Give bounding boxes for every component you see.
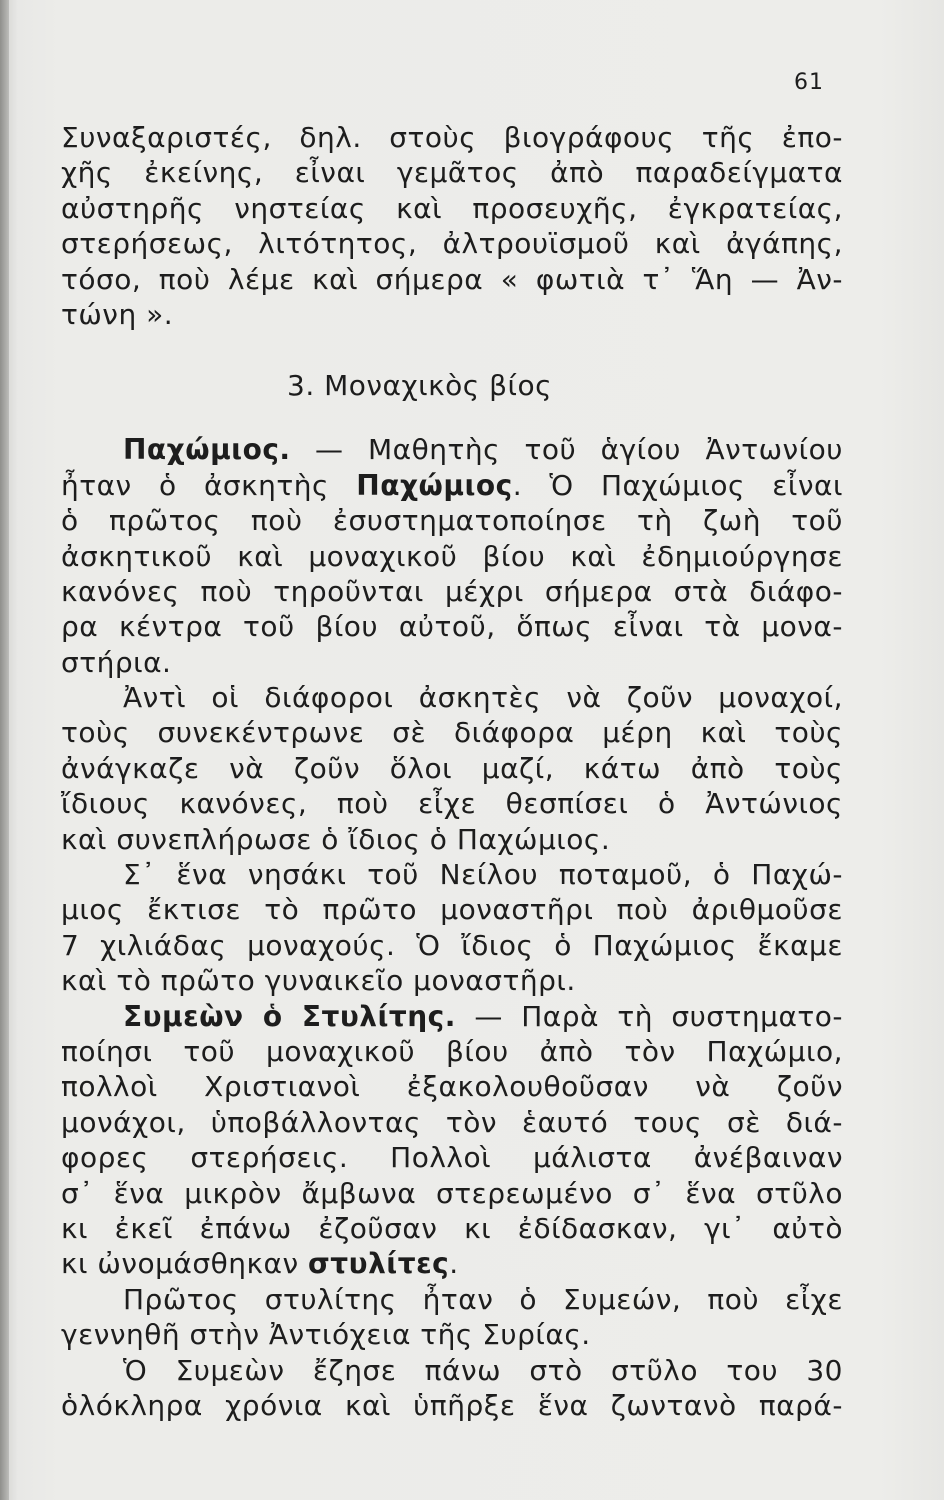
paragraph-text: — Παρὰ τὴ συστηματο- xyxy=(455,999,843,1033)
section-heading: 3. Μοναχικὸς βίος xyxy=(287,369,553,403)
paragraph-lead: Συμεὼν ὁ Στυλίτης. xyxy=(123,999,456,1033)
paragraph-lead: Παχώμιος. xyxy=(123,433,291,467)
text-line: ἴδιους κανόνες, ποὺ εἶχε θεσπίσει ὁ Ἀντώνιος xyxy=(61,787,843,821)
paragraph-first-line: Πρῶτος στυλίτης ἦταν ὁ Συμεών, ποὺ εἶχε xyxy=(123,1282,843,1316)
text-line: κι ἐκεῖ ἐπάνω ἐζοῦσαν κι ἐδίδασκαν, γι᾽ αὐτὸ xyxy=(61,1211,843,1245)
text-line: γεννηθῆ στὴν Ἀντιόχεια τῆς Συρίας. xyxy=(61,1318,591,1352)
text-line: χῆς ἐκείνης, εἶναι γεμᾶτος ἀπὸ παραδείγματα xyxy=(61,156,843,190)
text-line: τοὺς συνεκέντρωνε σὲ διάφορα μέρη καὶ τοὺς xyxy=(61,716,843,750)
paragraph-text: — Μαθητὴς τοῦ ἁγίου Ἀντωνίου xyxy=(290,433,843,467)
page-binding-edge xyxy=(0,0,9,1500)
emphasized-name: Παχώμιος xyxy=(356,468,513,502)
paragraph-first-line xyxy=(61,432,843,467)
text-line: φορες στερήσεις. Πολλοὶ μάλιστα ἀνέβαιναν xyxy=(61,1141,843,1175)
text-line: τώνη ». xyxy=(61,297,174,331)
text-line: ὁλόκληρα χρόνια καὶ ὑπῆρξε ἕνα ζωντανὸ παρά- xyxy=(61,1388,843,1422)
text-segment: κι ὠνομάσθηκαν xyxy=(61,1247,308,1281)
text-line: μονάχοι, ὑποβάλλοντας τὸν ἑαυτό τους σὲ διά- xyxy=(61,1105,843,1139)
text-line: αὐστηρῆς νηστείας καὶ προσευχῆς, ἐγκρατείας, xyxy=(61,191,843,225)
text-line: καὶ συνεπλήρωσε ὁ ἴδιος ὁ Παχώμιος. xyxy=(61,822,611,856)
text-line: μιος ἔκτισε τὸ πρῶτο μοναστῆρι ποὺ ἀριθμοῦσε xyxy=(61,893,843,927)
emphasized-term: στυλίτες xyxy=(308,1247,450,1281)
text-line: ποίησι τοῦ μοναχικοῦ βίου ἀπὸ τὸν Παχώμιο, xyxy=(61,1034,843,1068)
text-line: τόσο, ποὺ λέμε καὶ σήμερα « φωτιὰ τ᾽ Ἅη — Ἀν- xyxy=(61,262,843,296)
text-line xyxy=(61,1246,843,1281)
page-text xyxy=(61,120,843,1423)
text-line: στήρια. xyxy=(61,645,172,679)
text-line: πολλοὶ Χριστιανοὶ ἐξακολουθοῦσαν νὰ ζοῦν xyxy=(61,1070,843,1104)
text-segment: . xyxy=(449,1247,459,1281)
text-line: κανόνες ποὺ τηροῦνται μέχρι σήμερα στὰ διάφο- xyxy=(61,574,843,608)
text-segment: . Ὁ Παχώμιος εἶναι xyxy=(512,468,843,502)
paragraph-first-line: Ἀντὶ οἱ διάφοροι ἀσκητὲς νὰ ζοῦν μοναχοί, xyxy=(123,681,843,715)
text-segment: ἦταν ὁ ἀσκητὴς xyxy=(61,468,357,502)
text-line: καὶ τὸ πρῶτο γυναικεῖο μοναστῆρι. xyxy=(61,964,576,998)
paragraph-first-line xyxy=(61,999,843,1034)
text-line xyxy=(61,468,843,503)
paragraph-first-line: Ὁ Συμεὼν ἔζησε πάνω στὸ στῦλο του 30 xyxy=(123,1353,843,1387)
paragraph-first-line: Σ᾽ ἕνα νησάκι τοῦ Νείλου ποταμοῦ, ὁ Παχώ- xyxy=(123,858,843,892)
text-line: ἀνάγκαζε νὰ ζοῦν ὅλοι μαζί, κάτω ἀπὸ τοὺς xyxy=(61,751,843,785)
text-line: ἀσκητικοῦ καὶ μοναχικοῦ βίου καὶ ἐδημιούργησε xyxy=(61,539,843,573)
page-number: 61 xyxy=(794,70,824,95)
text-line: 7 χιλιάδας μοναχούς. Ὁ ἴδιος ὁ Παχώμιος ἔκαμε xyxy=(61,928,843,962)
text-line: στερήσεως, λιτότητος, ἀλτρουϊσμοῦ καὶ ἀγάπης, xyxy=(61,227,843,261)
text-line: σ᾽ ἕνα μικρὸν ἄμβωνα στερεωμένο σ᾽ ἕνα στῦλο xyxy=(61,1176,843,1210)
text-line: Συναξαριστές, δηλ. στοὺς βιογράφους τῆς ἐπο- xyxy=(61,121,843,154)
text-line: ρα κέντρα τοῦ βίου αὐτοῦ, ὅπως εἶναι τὰ μονα- xyxy=(61,610,843,644)
text-line: ὁ πρῶτος ποὺ ἐσυστηματοποίησε τὴ ζωὴ τοῦ xyxy=(61,504,843,538)
